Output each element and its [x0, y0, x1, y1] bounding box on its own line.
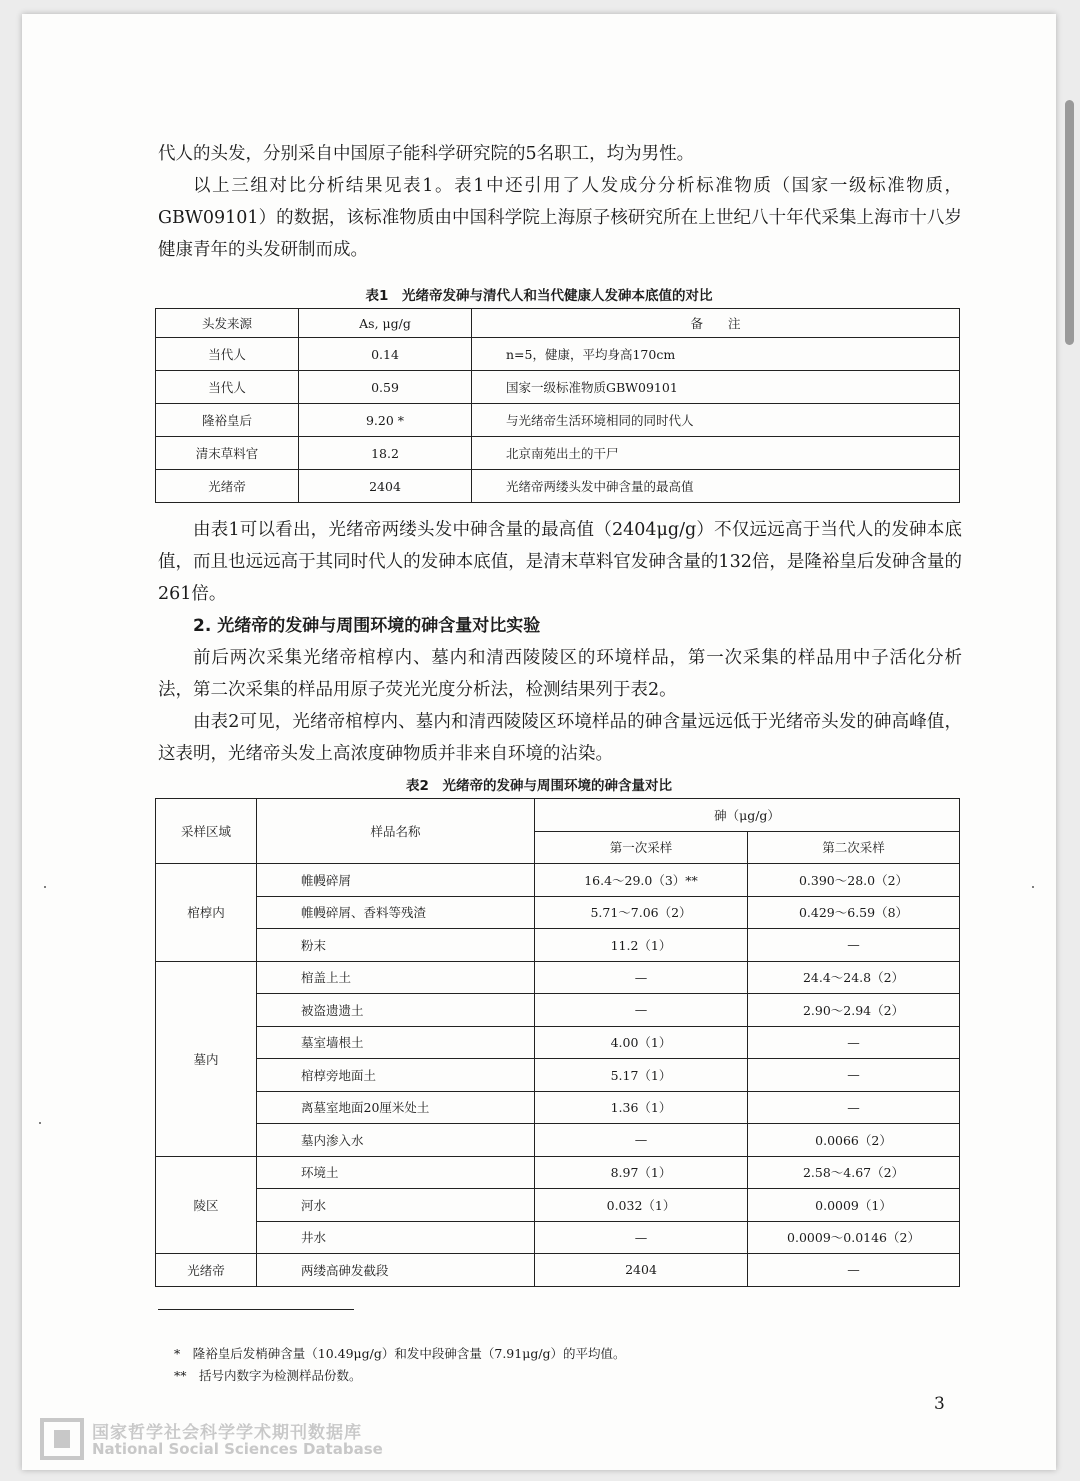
table2-cell: 0.0009～0.0146（2）: [748, 1221, 960, 1254]
table-row: [156, 1189, 960, 1222]
table-row: [156, 1156, 960, 1189]
table1-cell: 当代人: [156, 338, 299, 371]
table1-cell: 光绪帝: [156, 470, 299, 503]
database-logo-icon: [40, 1418, 84, 1460]
table-row: [156, 896, 960, 929]
table2-cell: 11.2（1）: [535, 929, 748, 962]
table-row: [156, 371, 960, 404]
table-row: [156, 470, 960, 503]
table1-header-as: As, μg/g: [299, 309, 472, 338]
table2-cell: 5.71～7.06（2）: [535, 896, 748, 929]
table2: [155, 798, 960, 1287]
table2-cell: 被盗遗遗土: [257, 994, 535, 1027]
table2-cell: —: [748, 929, 960, 962]
table2-area-cell: 陵区: [156, 1156, 257, 1254]
table2-cell: 帷幔碎屑: [257, 864, 535, 897]
table2-cell: 环境土: [257, 1156, 535, 1189]
table-row: [156, 961, 960, 994]
paragraph-5: 由表2可见，光绪帝棺椁内、墓内和清西陵陵区环境样品的砷含量远远低于光绪帝头发的砷高峰值，这表明，光绪帝头发上高浓度砷物质并非来自环境的沾染。: [158, 712, 962, 764]
table1-header-source: 头发来源: [156, 309, 299, 338]
table2-cell: —: [535, 1221, 748, 1254]
table2-header-arsenic: 砷（μg/g）: [535, 799, 960, 832]
table2-header-row: [156, 799, 960, 832]
table2-cell: 0.0009（1）: [748, 1189, 960, 1222]
table1-cell: 清末草料官: [156, 437, 299, 470]
footnote-2: ** 括号内数字为检测样品份数。: [174, 1368, 362, 1383]
paragraph-4: 前后两次采集光绪帝棺椁内、墓内和清西陵陵区的环境样品，第一次采集的样品用中子活化分析法，第二次采集的样品用原子荧光光度分析法，检测结果列于表2。: [158, 648, 962, 700]
table-row: [156, 1091, 960, 1124]
table2-cell: —: [748, 1091, 960, 1124]
paragraph-2: 以上三组对比分析结果见表1。表1中还引用了人发成分分析标准物质（国家一级标准物质，GBW09101）的数据，该标准物质由中国科学院上海原子核研究所在上世纪八十年代采集上海市十八岁健康青年的头发研制而成。: [158, 176, 962, 260]
scan-speck: [1032, 886, 1034, 888]
table1-cell: 隆裕皇后: [156, 404, 299, 437]
footnote-1: * 隆裕皇后发梢砷含量（10.49μg/g）和发中段砷含量（7.91μg/g）的平均值。: [174, 1346, 626, 1361]
table2-cell: —: [748, 1059, 960, 1092]
table1-cell: 0.59: [299, 371, 472, 404]
table1: [155, 308, 960, 503]
table2-cell: 2.90～2.94（2）: [748, 994, 960, 1027]
table-row: [156, 1026, 960, 1059]
scan-speck: [39, 1122, 41, 1124]
table2-header-name: 样品名称: [257, 799, 535, 864]
paragraph-1: 代人的头发，分别采自中国原子能科学研究院的5名职工，均为男性。: [158, 144, 695, 164]
table2-cell: —: [748, 1254, 960, 1287]
table-row: [156, 994, 960, 1027]
table2-cell: 1.36（1）: [535, 1091, 748, 1124]
table1-header-note: 备 注: [472, 309, 960, 338]
section-heading: 2. 光绪帝的发砷与周围环境的砷含量对比实验: [193, 616, 541, 636]
table1-cell: 国家一级标准物质GBW09101: [472, 371, 960, 404]
table1-cell: 与光绪帝生活环境相同的同时代人: [472, 404, 960, 437]
table2-cell: —: [748, 1026, 960, 1059]
scan-speck: [44, 886, 46, 888]
table1-cell: 0.14: [299, 338, 472, 371]
table2-header-first: 第一次采样: [535, 831, 748, 864]
table2-area-cell: 棺椁内: [156, 864, 257, 962]
table1-cell: 2404: [299, 470, 472, 503]
table2-cell: 0.429～6.59（8）: [748, 896, 960, 929]
table-row: [156, 1059, 960, 1092]
table1-cell: 北京南苑出土的干尸: [472, 437, 960, 470]
table2-cell: 帷幔碎屑、香料等残渣: [257, 896, 535, 929]
table2-header-area: 采样区域: [156, 799, 257, 864]
watermark-cn: 国家哲学社会科学学术期刊数据库: [92, 1423, 362, 1443]
table2-cell: 24.4～24.8（2）: [748, 961, 960, 994]
table2-cell: 河水: [257, 1189, 535, 1222]
table1-cell: 当代人: [156, 371, 299, 404]
table2-cell: 棺盖上土: [257, 961, 535, 994]
table1-cell: 9.20 *: [299, 404, 472, 437]
table2-header-second: 第二次采样: [748, 831, 960, 864]
table1-cell: 18.2: [299, 437, 472, 470]
table-row: [156, 437, 960, 470]
table2-caption: 表2 光绪帝的发砷与周围环境的砷含量对比: [406, 778, 672, 794]
table2-area-cell: 墓内: [156, 961, 257, 1156]
table1-caption: 表1 光绪帝发砷与清代人和当代健康人发砷本底值的对比: [365, 288, 713, 304]
table-row: [156, 1124, 960, 1157]
table2-cell: 墓室墙根土: [257, 1026, 535, 1059]
table2-cell: 粉末: [257, 929, 535, 962]
table1-header-row: [156, 309, 960, 338]
table-row: [156, 404, 960, 437]
table2-cell: 2.58～4.67（2）: [748, 1156, 960, 1189]
document-page: [22, 14, 1056, 1470]
page-number: 3: [934, 1394, 945, 1414]
table2-cell: —: [535, 994, 748, 1027]
table2-cell: 2404: [535, 1254, 748, 1287]
paragraph-3: 由表1可以看出，光绪帝两缕头发中砷含量的最高值（2404μg/g）不仅远远高于当代人的发砷本底值，而且也远远高于其同时代人的发砷本底值，是清末草料官发砷含量的132倍，是隆裕皇后发砷含量的261倍。: [158, 520, 962, 604]
table2-cell: 两缕高砷发截段: [257, 1254, 535, 1287]
table2-cell: 5.17（1）: [535, 1059, 748, 1092]
table-row: [156, 338, 960, 371]
footnote-divider: [158, 1309, 354, 1310]
table2-cell: 0.032（1）: [535, 1189, 748, 1222]
table1-cell: 光绪帝两缕头发中砷含量的最高值: [472, 470, 960, 503]
table2-cell: 棺椁旁地面土: [257, 1059, 535, 1092]
table2-cell: —: [535, 1124, 748, 1157]
table1-cell: n=5，健康，平均身高170cm: [472, 338, 960, 371]
watermark-en: National Social Sciences Database: [92, 1440, 383, 1458]
table2-cell: 8.97（1）: [535, 1156, 748, 1189]
table-row: [156, 1254, 960, 1287]
table2-cell: 0.390～28.0（2）: [748, 864, 960, 897]
database-watermark: [40, 1418, 440, 1466]
table2-cell: 井水: [257, 1221, 535, 1254]
table2-area-cell: 光绪帝: [156, 1254, 257, 1287]
table2-cell: 4.00（1）: [535, 1026, 748, 1059]
table-row: [156, 864, 960, 897]
table2-cell: 0.0066（2）: [748, 1124, 960, 1157]
table2-cell: 16.4～29.0（3）**: [535, 864, 748, 897]
table2-cell: 离墓室地面20厘米处土: [257, 1091, 535, 1124]
table-row: [156, 1221, 960, 1254]
table2-cell: 墓内渗入水: [257, 1124, 535, 1157]
table2-cell: —: [535, 961, 748, 994]
table-row: [156, 929, 960, 962]
scrollbar-thumb[interactable]: [1065, 100, 1074, 345]
